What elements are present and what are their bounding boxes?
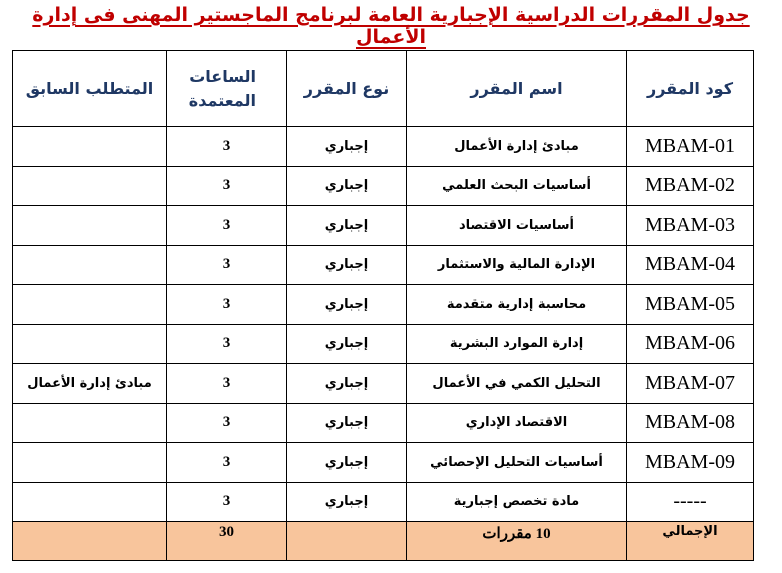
cell-hours: 3 [167, 245, 287, 285]
cell-type: إجباري [287, 206, 407, 246]
cell-prereq [13, 482, 167, 522]
cell-prereq: مبادئ إدارة الأعمال [13, 364, 167, 404]
cell-hours: 3 [167, 403, 287, 443]
cell-type: إجباري [287, 403, 407, 443]
cell-name: الإدارة المالية والاستثمار [407, 245, 627, 285]
total-prereq-empty [13, 522, 167, 561]
cell-code: MBAM-06 [627, 324, 754, 364]
cell-prereq [13, 324, 167, 364]
cell-type: إجباري [287, 166, 407, 206]
cell-hours: 3 [167, 206, 287, 246]
cell-code: ----- [627, 482, 754, 522]
page-title [0, 4, 782, 48]
cell-type: إجباري [287, 127, 407, 167]
cell-name: أساسيات التحليل الإحصائي [407, 443, 627, 483]
cell-name: إدارة الموارد البشرية [407, 324, 627, 364]
cell-hours: 3 [167, 482, 287, 522]
cell-prereq [13, 166, 167, 206]
cell-name: أساسيات البحث العلمي [407, 166, 627, 206]
cell-prereq [13, 403, 167, 443]
header-type: نوع المقرر [287, 51, 407, 127]
header-hours: الساعات المعتمدة [167, 51, 287, 127]
cell-prereq [13, 285, 167, 325]
total-hours: 30 [167, 522, 287, 561]
cell-code: MBAM-08 [627, 403, 754, 443]
cell-name: محاسبة إدارية متقدمة [407, 285, 627, 325]
cell-type: إجباري [287, 482, 407, 522]
table-row [13, 127, 754, 167]
cell-prereq [13, 443, 167, 483]
cell-type: إجباري [287, 324, 407, 364]
table-row [13, 482, 754, 522]
cell-code: MBAM-02 [627, 166, 754, 206]
cell-type: إجباري [287, 245, 407, 285]
total-type-empty [287, 522, 407, 561]
cell-prereq [13, 206, 167, 246]
cell-type: إجباري [287, 364, 407, 404]
table-row [13, 206, 754, 246]
cell-name: مادة تخصص إجبارية [407, 482, 627, 522]
courses-table [12, 50, 754, 561]
cell-code: MBAM-03 [627, 206, 754, 246]
cell-hours: 3 [167, 324, 287, 364]
cell-type: إجباري [287, 285, 407, 325]
cell-code: MBAM-04 [627, 245, 754, 285]
cell-code: MBAM-09 [627, 443, 754, 483]
cell-prereq [13, 245, 167, 285]
total-label: الإجمالي [627, 522, 754, 561]
cell-name: أساسيات الاقتصاد [407, 206, 627, 246]
table-row [13, 403, 754, 443]
cell-code: MBAM-07 [627, 364, 754, 404]
cell-name: مبادئ إدارة الأعمال [407, 127, 627, 167]
cell-code: MBAM-01 [627, 127, 754, 167]
header-row [13, 51, 754, 127]
title-text: جدول المقررات الدراسية الإجبارية العامة لبرنامج الماجستير المهنى فى إدارة الأعمال [32, 4, 750, 48]
cell-hours: 3 [167, 443, 287, 483]
cell-hours: 3 [167, 127, 287, 167]
table-row [13, 245, 754, 285]
cell-type: إجباري [287, 443, 407, 483]
header-code: كود المقرر [627, 51, 754, 127]
table-row [13, 285, 754, 325]
cell-hours: 3 [167, 166, 287, 206]
cell-code: MBAM-05 [627, 285, 754, 325]
header-prereq: المتطلب السابق [13, 51, 167, 127]
cell-name: الاقتصاد الإداري [407, 403, 627, 443]
table-row [13, 443, 754, 483]
cell-hours: 3 [167, 285, 287, 325]
table-row [13, 324, 754, 364]
table-row [13, 364, 754, 404]
total-row [13, 522, 754, 561]
cell-prereq [13, 127, 167, 167]
table-row [13, 166, 754, 206]
cell-name: التحليل الكمي في الأعمال [407, 364, 627, 404]
cell-hours: 3 [167, 364, 287, 404]
header-name: اسم المقرر [407, 51, 627, 127]
total-courses: 10 مقررات [407, 522, 627, 561]
